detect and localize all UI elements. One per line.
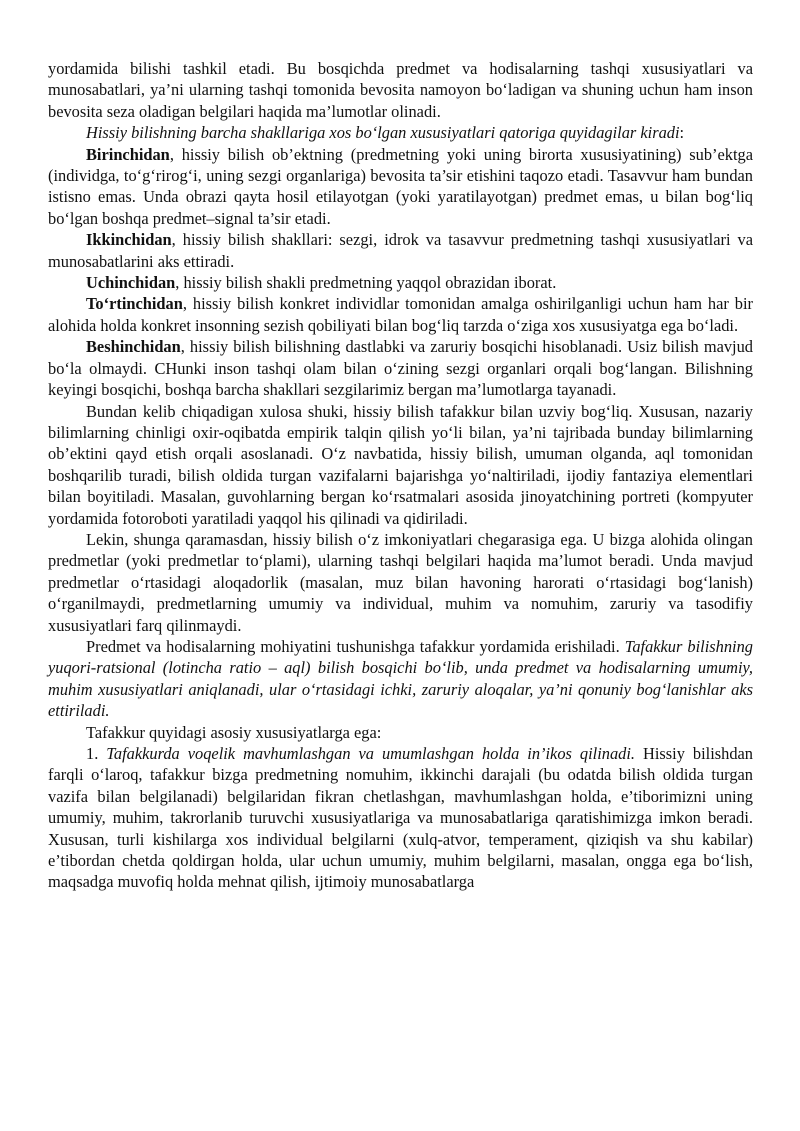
text-run: 1. xyxy=(86,744,107,763)
text-run: , hissiy bilish bilishning dastlabki va zaruriy bosqichi hisoblanadi. Usiz bilish mavjud bo‘la olmaydi. CHunki inson tashqi olam bilan o‘zining sezgi organlari orqali bog‘langan. Bilishning keyingi bosqichi, boshqa barcha shakllari sezgilarimiz bergan ma’lumotlarga tayanadi. xyxy=(48,337,753,400)
paragraph xyxy=(48,58,753,122)
bold-term: Birinchidan xyxy=(86,144,170,164)
text-run: Tafakkur quyidagi asosiy xususiyatlarga ega: xyxy=(86,722,382,742)
paragraph xyxy=(48,293,753,336)
text-run: , hissiy bilish konkret individlar tomonidan amalga oshirilganligi uchun ham har bir alohida holda konkret insonning sezish qobiliyati bilan bog‘liq tarzda o‘ziga xos xususiyatga ega bo‘ladi. xyxy=(48,294,753,335)
paragraph xyxy=(48,636,753,722)
text-run: , hissiy bilish ob’ektning (predmetning yoki uning birorta xususiyatining) sub’ektga (individga, to‘g‘rirog‘i, uning sezgi organlariga) bevosita ta’sir etishini taqozo etadi. Tasavvur ham bundan istisno emas. Unda obrazi qayta hosil etilayotgan (yoki yaratilayotgan) predmet emas, u bilan bog‘liq bo‘lgan boshqa predmet–signal ta’sir etadi. xyxy=(48,144,753,228)
paragraph xyxy=(48,144,753,230)
paragraph xyxy=(48,122,753,143)
paragraph xyxy=(48,272,753,293)
text-run: yordamida bilishi tashkil etadi. Bu bosqichda predmet va hodisalarning tashqi xususiyatlari va munosabatlari, ya’ni ularning tashqi tomonida bevosita namoyon bo‘ladigan va shuning uchun ham inson bevosita seza oladigan belgilari haqida ma’lumotlar olinadi. xyxy=(48,59,753,121)
paragraph xyxy=(48,336,753,400)
italic-text: Hissiy bilishning barcha shakllariga xos bo‘lgan xususiyatlari qatoriga quyidagilar kiradi xyxy=(86,123,680,143)
text-run: Bundan kelib chiqadigan xulosa shuki, hissiy bilish tafakkur bilan uzviy bog‘liq. Xususan, nazariy bilimlarning chinligi oxir-oqibatda empirik talqin qilish yo‘li bilan, ya’ni tajribada bunday bilimlarning ob’ektini qayd etish orqali asoslanadi. O‘z navbatida, hissiy bilish, umuman olganda, aql tomonidan boshqarilib turadi, bilish oldida turgan vazifalarni bajarishga yo‘naltiriladi, ijodiy fantaziya elementlari bilan boyitiladi. Masalan, guvohlarning bergan ko‘rsatmalari asosida jinoyatchining portreti (kompyuter yordamida fotoroboti yaratiladi yaqqol his qilinadi va qidiriladi. xyxy=(48,401,753,528)
bold-term: Ikkinchidan xyxy=(86,230,172,250)
text-run: , hissiy bilish shakllari: sezgi, idrok va tasavvur predmetning tashqi xususiyatlari va munosabatlarini aks ettiradi. xyxy=(48,230,753,271)
text-run: Hissiy bilishdan farqli o‘laroq, tafakkur bizga predmetning nomuhim, ikkinchi darajali (bu odatda bilish oldida turgan vazifa bilan belgilanadi) belgilaridan fikran chetlashgan, mavhumlashgan holda, e’tiborimizni uning umumiy, muhim, takrorlanib turuvchi xususiyatlariga va munosabatlariga qaratishimizga imkon beradi. Xususan, turli kishilarga xos individual belgilarni (xulq-atvor, temperament, qiziqish va shu kabilar) e’tibordan chetda qoldirgan holda, ular uchun umumiy, muhim belgilarni, masalan, ongga ega bo‘lish, maqsadga muvofiq holda mehnat qilish, ijtimoiy munosabatlarga xyxy=(48,744,753,892)
bold-term: Uchinchidan xyxy=(86,273,176,293)
text-run: : xyxy=(679,123,685,143)
paragraph xyxy=(48,229,753,272)
paragraph xyxy=(48,401,753,529)
paragraph xyxy=(48,743,753,893)
document-page xyxy=(48,58,753,893)
text-run: Predmet va hodisalarning mohiyatini tushunishga tafakkur yordamida erishiladi. xyxy=(86,636,625,656)
italic-text: Tafakkurda voqelik mavhumlashgan va umumlashgan holda in’ikos qilinadi. xyxy=(106,744,635,763)
bold-term: To‘rtinchidan xyxy=(86,294,183,314)
paragraph xyxy=(48,529,753,636)
text-run: , hissiy bilish shakli predmetning yaqqol obrazidan iborat. xyxy=(175,273,557,293)
text-run: Lekin, shunga qaramasdan, hissiy bilish o‘z imkoniyatlari chegarasiga ega. U bizga alohida olingan predmetlar (yoki predmetlar to‘plami), ularning tashqi belgilari haqida ma’lumot beradi. Unda mavjud predmetlar o‘rtasidagi aloqadorlik (masalan, muz bilan havoning harorati o‘rtasidagi bog‘lanish) o‘rganilmaydi, predmetlarning umumiy va individual, muhim va nomuhim, zaruriy va tasodifiy xususiyatlari farq qilinmaydi. xyxy=(48,529,753,635)
paragraph xyxy=(48,722,753,743)
bold-term: Beshinchidan xyxy=(86,337,181,357)
italic-text: Tafakkur bilishning yuqori-ratsional (lotincha ratio – aql) bilish bosqichi bo‘lib, unda predmet va hodisalarning umumiy, muhim xususiyatlari aniqlanadi, ular o‘rtasidagi ichki, zaruriy aloqalar, ya’ni qonuniy bog‘lanishlar aks ettiriladi. xyxy=(48,636,753,721)
